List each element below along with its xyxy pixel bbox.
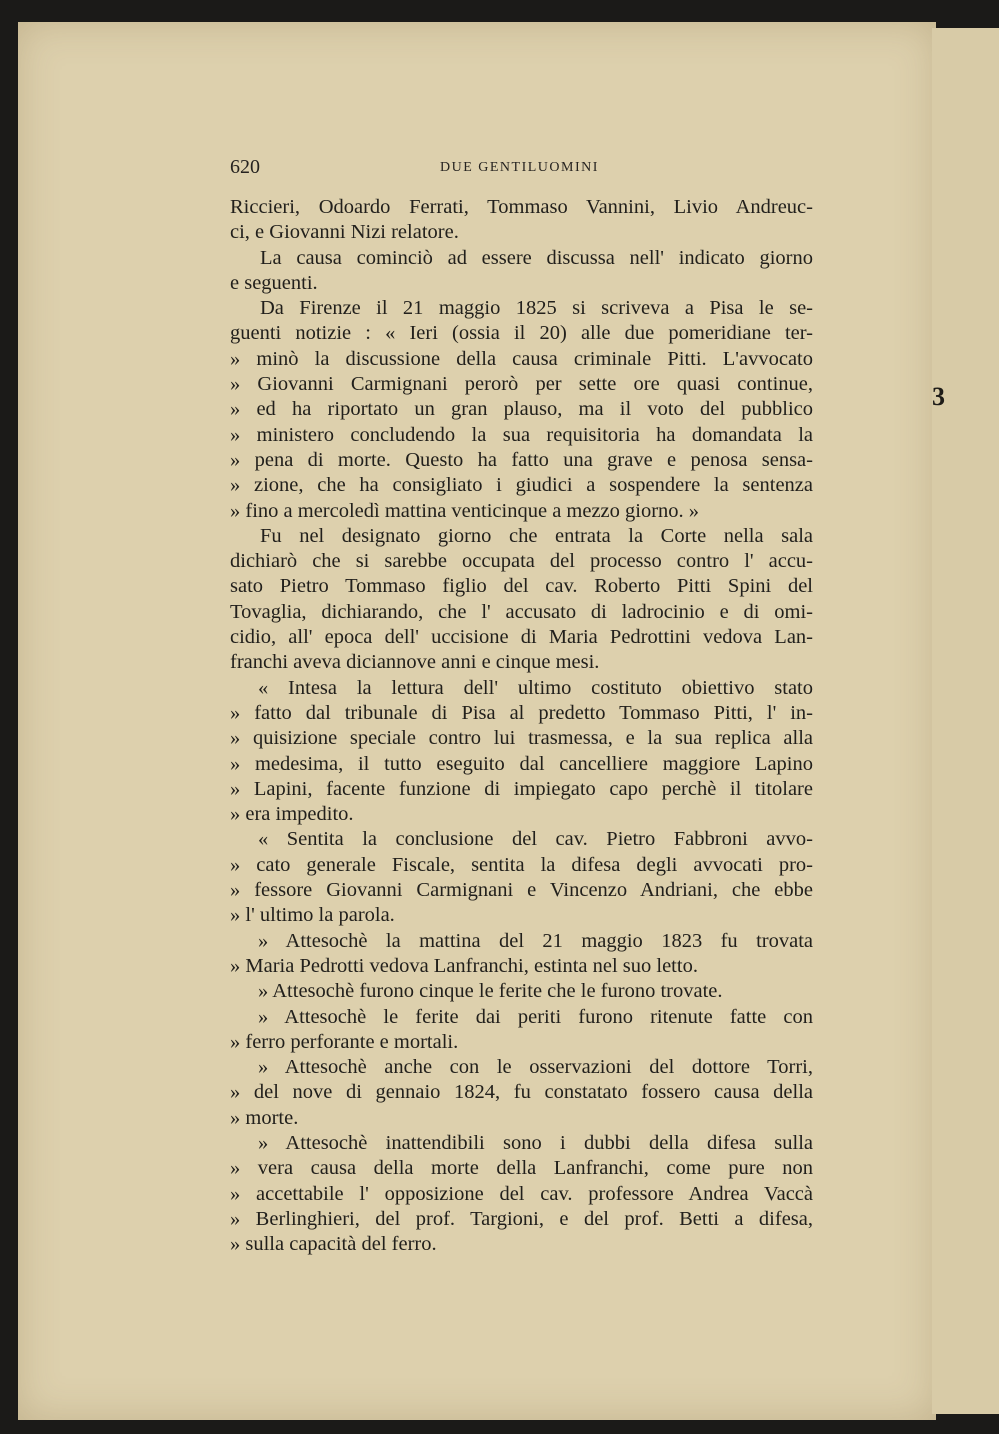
text-line: » era impedito.: [230, 803, 354, 826]
text-line: » pena di morte. Questo ha fatto una grave e penosa sensa-: [230, 448, 813, 471]
text-line: » Maria Pedrotti vedova Lanfranchi, estinta nel suo letto.: [230, 954, 698, 977]
text-line: » Attesochè anche con le osservazioni del dottore Torri,: [258, 1056, 813, 1079]
text-line: » cato generale Fiscale, sentita la difesa degli avvocati pro-: [230, 853, 813, 876]
text-line: « Intesa la lettura dell' ultimo costituto obiettivo stato: [258, 676, 813, 699]
text-line: » fessore Giovanni Carmignani e Vincenzo Andriani, che ebbe: [230, 879, 813, 902]
text-line: » Lapini, facente funzione di impiegato capo perchè il titolare: [230, 777, 813, 800]
text-line: » Giovanni Carmignani perorò per sette ore quasi continue,: [230, 373, 813, 396]
text-line: sato Pietro Tommaso figlio del cav. Roberto Pitti Spini del: [230, 575, 813, 598]
text-line: Riccieri, Odoardo Ferrati, Tommaso Vannini, Livio Andreuc-: [230, 196, 813, 218]
text-line: » Berlinghieri, del prof. Targioni, e del prof. Betti a difesa,: [230, 1207, 813, 1230]
running-title: DUE GENTILUOMINI: [440, 160, 599, 175]
facing-page-edge: [932, 28, 999, 1414]
text-line: Fu nel designato giorno che entrata la Corte nella sala: [260, 524, 813, 547]
text-line: e seguenti.: [230, 271, 318, 294]
text-line: » morte.: [230, 1106, 299, 1129]
text-line: ci, e Giovanni Nizi relatore.: [230, 221, 459, 244]
text-line: dichiarò che si sarebbe occupata del processo contro l' accu-: [230, 550, 813, 573]
page-header: [230, 156, 830, 186]
text-line: franchi aveva diciannove anni e cinque mesi.: [230, 651, 600, 674]
text-line: » accettabile l' opposizione del cav. professore Andrea Vaccà: [230, 1182, 813, 1205]
text-line: » l' ultimo la parola.: [230, 904, 395, 927]
text-line: » vera causa della morte della Lanfranchi, come pure non: [230, 1157, 813, 1180]
text-line: » ed ha riportato un gran plauso, ma il voto del pubblico: [230, 398, 813, 421]
text-line: La causa cominciò ad essere discussa nell' indicato giorno: [260, 246, 813, 269]
text-line: » Attesochè inattendibili sono i dubbi della difesa sulla: [258, 1131, 813, 1154]
text-line: » ministero concludendo la sua requisitoria ha domandata la: [230, 423, 813, 446]
text-line: » Attesochè le ferite dai periti furono ritenute fatte con: [258, 1005, 813, 1028]
text-line: » Attesochè la mattina del 21 maggio 1823 fu trovata: [258, 929, 813, 952]
text-line: » minò la discussione della causa criminale Pitti. L'avvocato: [230, 347, 813, 370]
text-line: » del nove di gennaio 1824, fu constatato fossero causa della: [230, 1081, 813, 1104]
text-line: » quisizione speciale contro lui trasmessa, e la sua replica alla: [230, 727, 813, 750]
text-line: » sulla capacità del ferro.: [230, 1233, 437, 1256]
text-line: « Sentita la conclusione del cav. Pietro Fabbroni avvo-: [258, 828, 813, 851]
text-line: guenti notizie : « Ieri (ossia il 20) alle due pomeridiane ter-: [230, 322, 813, 345]
text-line: » medesima, il tutto eseguito dal cancelliere maggiore Lapino: [230, 752, 813, 775]
text-line: cidio, all' epoca dell' uccisione di Maria Pedrottini vedova Lan-: [230, 626, 813, 649]
text-line: Da Firenze il 21 maggio 1825 si scriveva a Pisa le se-: [260, 297, 813, 320]
text-line: » fatto dal tribunale di Pisa al predetto Tommaso Pitti, l' in-: [230, 701, 813, 724]
text-line: » zione, che ha consigliato i giudici a sospendere la sentenza: [230, 474, 813, 497]
text-line: » ferro perforante e mortali.: [230, 1030, 459, 1053]
text-line: » Attesochè furono cinque le ferite che le furono trovate.: [258, 980, 723, 1003]
body-text: [230, 195, 813, 1257]
page-number: 620: [230, 156, 260, 178]
text-line: » fino a mercoledì mattina venticinque a mezzo giorno. »: [230, 499, 700, 522]
text-line: Tovaglia, dichiarando, che l' accusato di ladrocinio e di omi-: [230, 600, 813, 623]
facing-page-fragment: 3: [932, 382, 945, 411]
